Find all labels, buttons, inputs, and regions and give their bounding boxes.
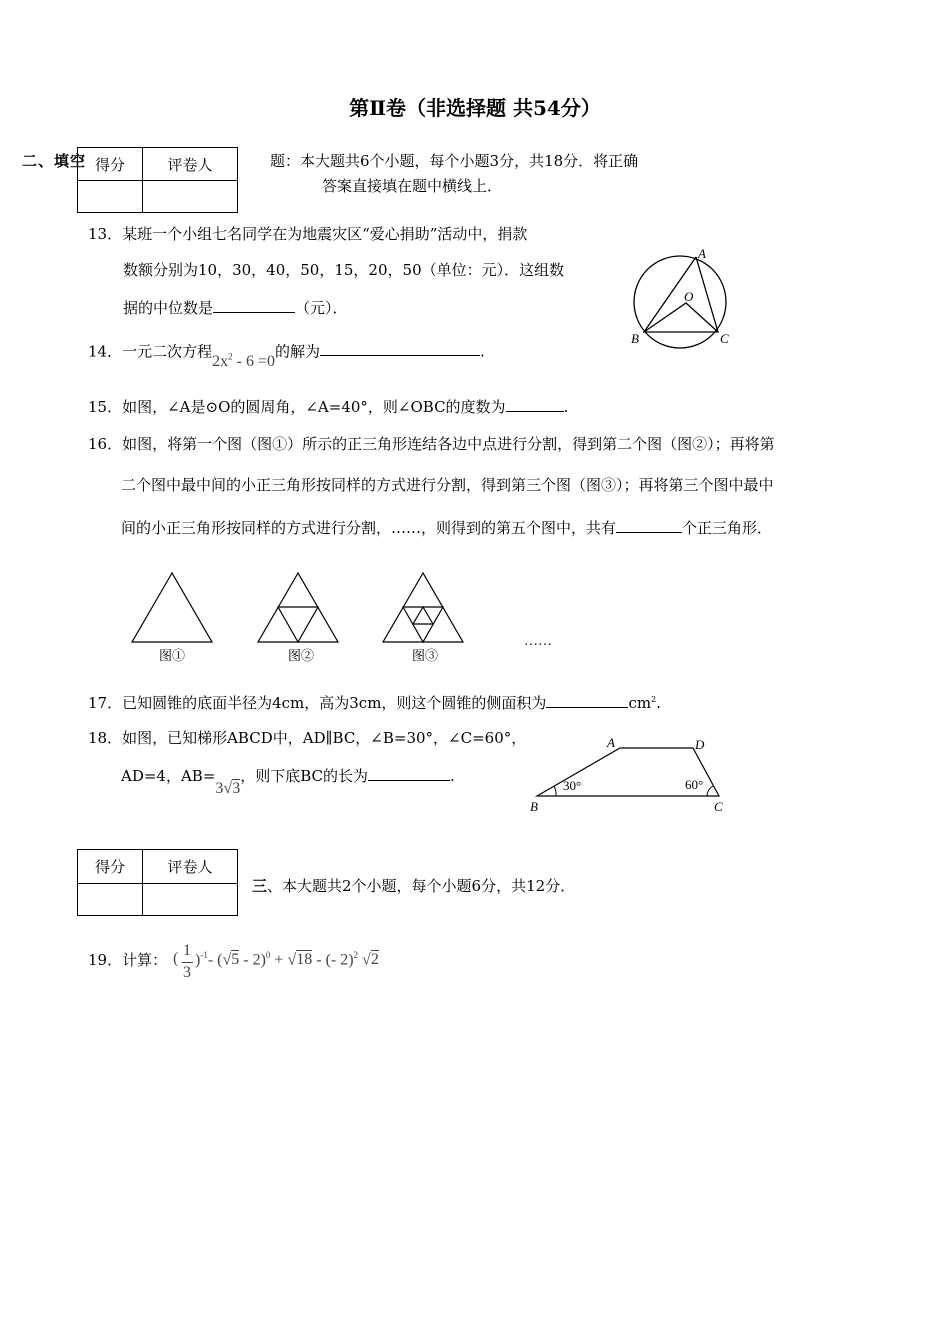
label-a: A: [607, 735, 615, 750]
question-14: [88, 337, 485, 371]
fraction-numerator: 1: [183, 942, 191, 959]
coefficient: 3: [215, 780, 224, 797]
question-15: [88, 396, 568, 417]
question-number: 13．: [88, 225, 123, 243]
question-number: 17．: [88, 694, 123, 712]
question-text: AD=4，AB=: [121, 767, 216, 785]
section-3-instructions: [252, 876, 575, 896]
answer-blank-13[interactable]: [213, 297, 295, 313]
question-text: 计算：: [122, 951, 168, 969]
question-text: 某班一个小组七名同学在为地震灾区“爱心捐助”活动中，捐款: [122, 225, 528, 243]
exponent: -1: [200, 950, 208, 960]
label-o: O: [684, 289, 694, 304]
question-text: 的解为: [274, 342, 320, 361]
question-number: 19．: [88, 951, 123, 969]
question-text: 据的中位数是: [123, 299, 214, 317]
fig2-triangles: [258, 573, 338, 642]
grader-cell[interactable]: [143, 181, 238, 213]
question-16: [88, 434, 775, 454]
circle-figure: [625, 240, 745, 350]
answer-blank-15[interactable]: [506, 396, 564, 412]
question-16-line-2: 二个图中最中间的小正三角形按同样的方式进行分割，得到第三个图（图③）；再将第三个图中最中: [121, 476, 774, 494]
fig1-triangle: [132, 573, 212, 642]
fig2-label: 图②: [288, 648, 315, 663]
radicand: 3: [232, 780, 241, 797]
answer-blank-17[interactable]: [546, 692, 628, 708]
section-2-instructions-2: 答案直接填在题中横线上．: [322, 177, 503, 195]
score-header: 得分: [78, 850, 143, 884]
question-text: 如图，∠A是⊙O的圆周角，∠A=40°，则∠OBC的度数为: [122, 398, 506, 416]
question-13: [88, 224, 527, 244]
score-cell[interactable]: [78, 884, 143, 916]
question-text: 个正三角形．: [682, 519, 773, 537]
fraction-bar: [182, 962, 193, 963]
question-text: 如图，已知梯形ABCD中，AD∥BC，∠B=30°，∠C=60°，: [122, 729, 527, 747]
radicand: 18: [296, 951, 313, 969]
period: .: [449, 767, 455, 785]
label-b: B: [631, 331, 639, 346]
question-text: ，则下底BC的长为: [240, 767, 368, 785]
period: .: [563, 398, 569, 416]
grader-cell[interactable]: [143, 884, 238, 916]
question-number: 14．: [88, 342, 123, 361]
eq-exp: 2: [228, 352, 233, 362]
section-2-instructions-1: 题：本大题共6个小题，每个小题3分，共18分．将正确: [270, 152, 639, 170]
question-text: 已知圆锥的底面半径为4cm，高为3cm，则这个圆锥的侧面积为: [122, 694, 547, 712]
section-2-prefix: 二、填空: [22, 152, 87, 170]
paren-open: (: [173, 950, 179, 967]
ellipsis: ……: [524, 634, 552, 649]
section-3-number: 三: [252, 877, 268, 895]
question-number: 18．: [88, 729, 123, 747]
fraction-denominator: 3: [183, 964, 191, 981]
label-b: B: [530, 799, 538, 814]
fig3-triangles: [383, 573, 463, 642]
exponent: 0: [265, 950, 271, 960]
radicand: 2: [370, 951, 379, 969]
operator: +: [274, 951, 284, 969]
answer-blank-18[interactable]: [368, 765, 450, 781]
period: .: [656, 694, 661, 712]
fig3-label: 图③: [412, 648, 439, 663]
label-d: D: [695, 737, 705, 752]
operator: - (: [207, 951, 223, 969]
period: .: [479, 342, 485, 361]
question-text: 间的小正三角形按同样的方式进行分割，……，则得到的第五个图中，共有: [121, 519, 617, 537]
eq-rest: - 6 =0: [232, 353, 275, 371]
unit: cm: [628, 694, 652, 712]
triangle-abc: [644, 257, 718, 332]
operator: - 2): [243, 951, 266, 969]
question-18: [88, 728, 526, 748]
question-number: 16．: [88, 435, 123, 453]
page-title: 第Ⅱ卷（非选择题 共54分）: [349, 96, 601, 120]
segments-ob-oc: [644, 303, 718, 332]
angle-c-arc: [707, 786, 713, 796]
unit-exponent: 2: [651, 695, 657, 704]
score-header: 得分: [78, 148, 143, 181]
label-a: A: [698, 246, 706, 261]
radical-expression: 3√3: [215, 780, 241, 797]
expression-rest: )$^{-1}$- (√5 - 2)$^0$ + √18 - (- 2)$^2$ √2: [195, 950, 379, 969]
trapezoid-figure: [525, 732, 735, 818]
question-13-line-2: 数额分别为10，30，40，50，15，20，50（单位：元）．这组数: [123, 261, 565, 279]
label-c: C: [720, 331, 729, 346]
fig1-label: 图①: [159, 648, 186, 663]
answer-blank-16[interactable]: [616, 517, 682, 533]
radicand: 5: [231, 951, 240, 969]
triangle-figures: [120, 565, 580, 675]
angle-c-label: 60°: [685, 777, 704, 792]
score-table-section-3: [77, 849, 238, 916]
circle-o: [634, 256, 726, 348]
angle-b-label: 30°: [563, 778, 582, 793]
section-3-text: 、本大题共2个小题，每个小题6分，共12分．: [267, 877, 576, 895]
question-18-line-2: [121, 765, 455, 797]
question-16-line-3: [121, 517, 772, 538]
angle-b-arc: [554, 786, 556, 796]
question-text: 一元二次方程: [122, 342, 213, 361]
grader-header: 评卷人: [143, 148, 238, 181]
exponent: 2: [353, 950, 359, 960]
question-19: [88, 950, 167, 970]
question-number: 15．: [88, 398, 123, 416]
question-text: （元）．: [295, 299, 348, 317]
eq-base: 2x: [212, 353, 229, 371]
score-cell[interactable]: [78, 181, 143, 213]
answer-blank-14[interactable]: [320, 340, 480, 356]
label-c: C: [714, 799, 723, 814]
score-table-section-2: [77, 147, 238, 213]
operator: - (- 2): [316, 951, 354, 969]
question-17: [88, 690, 661, 713]
question-13-line-3: [123, 297, 348, 318]
grader-header: 评卷人: [143, 850, 238, 884]
question-text: 如图，将第一个图（图①）所示的正三角形连结各边中点进行分割，得到第二个图（图②）；再将第: [122, 435, 775, 453]
equation: [212, 353, 275, 370]
